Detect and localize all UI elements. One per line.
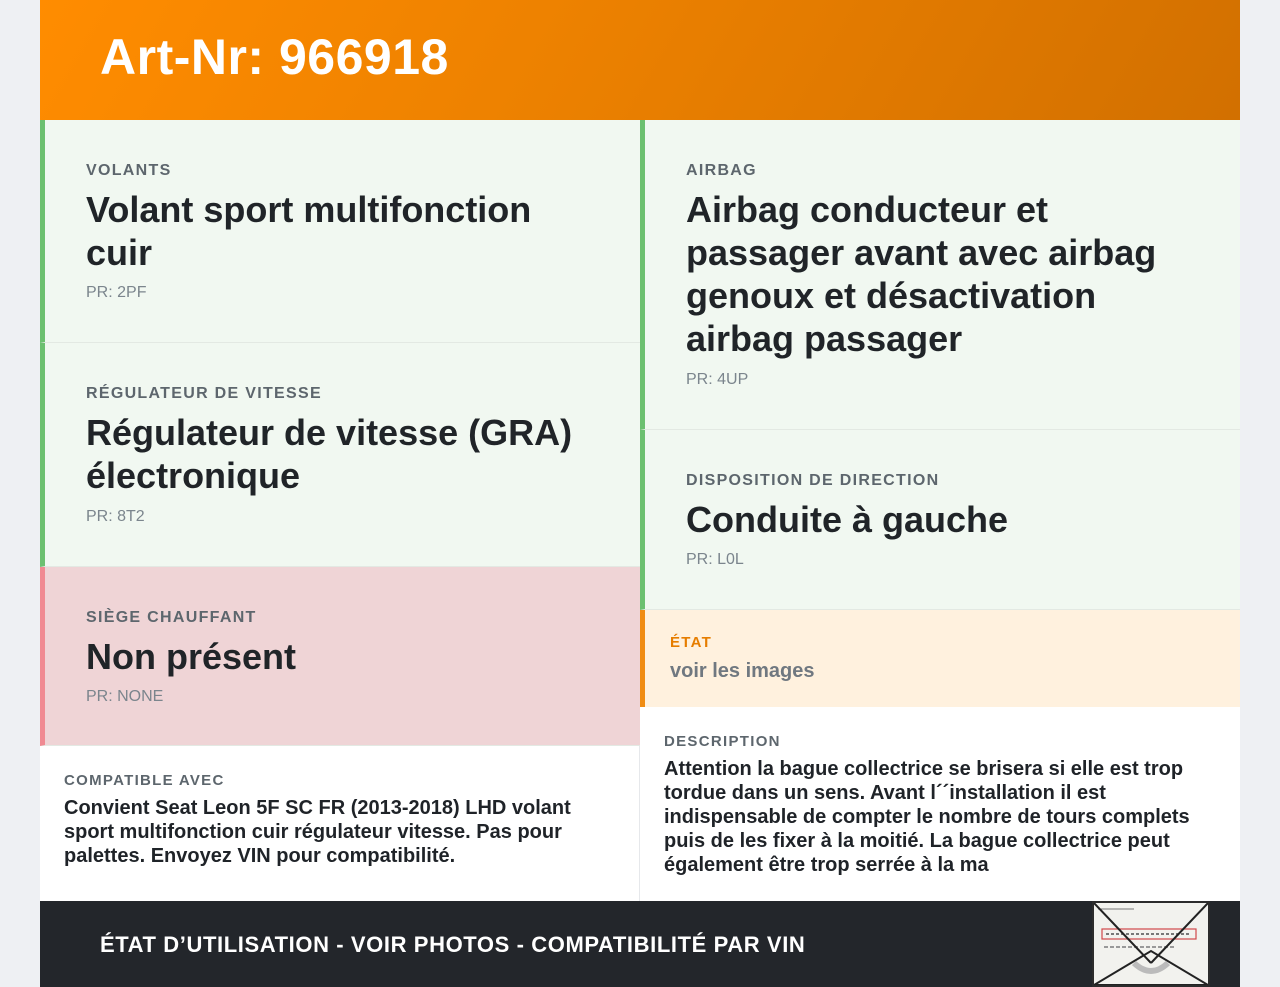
feature-category: DISPOSITION DE DIRECTION	[686, 472, 940, 489]
condition-section	[640, 610, 1240, 707]
page-header	[40, 0, 1240, 120]
compatible-text: Convient Seat Leon 5F SC FR (2013-2018) LHD volant sport multifonction cuir régulateur vitesse. Pas pour palettes. Envoyez VIN pour compatibilité.	[64, 797, 571, 867]
thumbnail-graphic	[1094, 903, 1208, 985]
feature-category: AIRBAG	[686, 162, 757, 179]
description-text: Attention la bague collectrice se brisera si elle est trop tordue dans un sens. Avant l´´installation il est indispensable de compter le nombre de tours complets puis de les fixer à la moitié. La bague collectrice peut également être trop serrée à la ma	[664, 758, 1190, 876]
feature-pr-code: PR: 4UP	[686, 371, 749, 388]
description-section	[640, 707, 1240, 901]
article-number: Art-Nr: 966918	[100, 29, 449, 85]
feature-card-cruise-control	[40, 343, 640, 567]
feature-category: SIÈGE CHAUFFANT	[86, 609, 257, 626]
feature-category: RÉGULATEUR DE VITESSE	[86, 385, 322, 402]
feature-card-steering-wheel	[40, 120, 640, 343]
feature-category: VOLANTS	[86, 162, 172, 179]
feature-value: Volant sport multifonction cuir	[86, 189, 532, 273]
label-photo-thumbnail-icon[interactable]	[1092, 901, 1210, 987]
product-sheet	[40, 0, 1240, 987]
feature-card-airbag	[640, 120, 1240, 430]
feature-value: Airbag conducteur et passager avant avec airbag genoux et désactivation airbag passager	[686, 189, 1157, 359]
feature-card-heated-seat	[40, 567, 640, 746]
feature-value: Non présent	[86, 636, 297, 677]
footer-text: ÉTAT D’UTILISATION - VOIR PHOTOS - COMPATIBILITÉ PAR VIN	[100, 932, 806, 957]
column-divider	[639, 746, 640, 901]
feature-pr-code: PR: 8T2	[86, 508, 145, 525]
feature-pr-code: PR: NONE	[86, 688, 164, 705]
feature-card-steering-side	[640, 430, 1240, 610]
description-label: DESCRIPTION	[664, 733, 781, 750]
footer-bar	[40, 901, 1240, 987]
compatible-section	[40, 746, 640, 901]
feature-pr-code: PR: 2PF	[86, 284, 147, 301]
condition-value: voir les images	[670, 660, 815, 682]
condition-label: ÉTAT	[670, 634, 713, 651]
compatible-label: COMPATIBLE AVEC	[64, 772, 225, 789]
feature-value: Conduite à gauche	[686, 499, 1009, 540]
feature-value: Régulateur de vitesse (GRA) électronique	[86, 412, 573, 496]
feature-pr-code: PR: L0L	[686, 551, 744, 568]
